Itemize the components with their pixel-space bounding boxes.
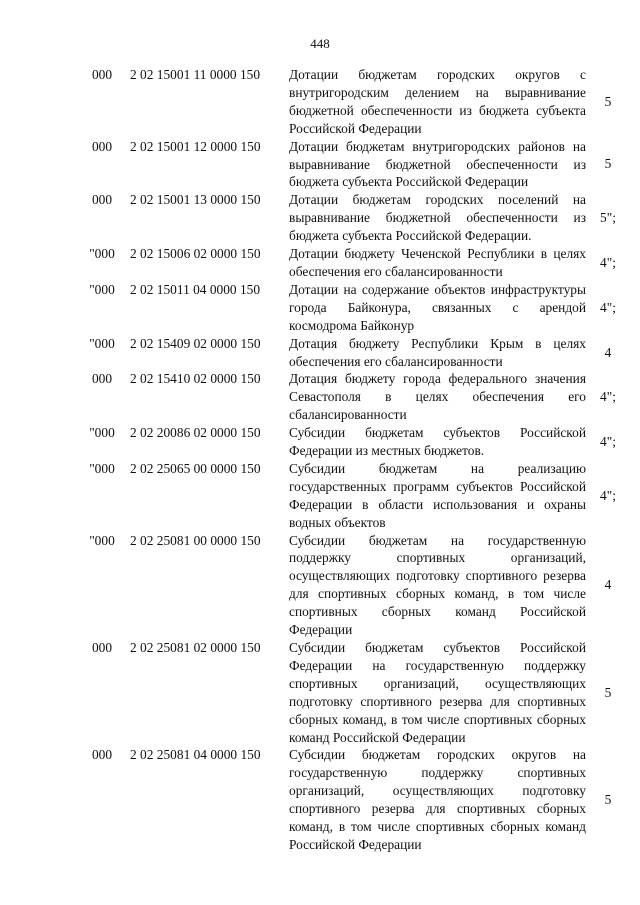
norm-value: 4"; bbox=[600, 299, 616, 315]
income-description: Дотации на содержание объектов инфраструктуры города Байконура, связанных с арендой космодрома Байконур bbox=[289, 281, 586, 333]
norm-value: 4 bbox=[604, 344, 612, 360]
table-row bbox=[0, 532, 640, 639]
income-description: Субсидии бюджетам субъектов Российской Федерации на государственную поддержку спортивных организаций, осуществляющих подготовку спортивного резерва для спортивных сборных команд, в том числе спортивных сборных команд Российской Федерации bbox=[289, 640, 586, 745]
table-row bbox=[0, 639, 640, 746]
norm-value: 5"; bbox=[600, 210, 616, 226]
budget-classification-code: 2 02 25081 02 0000 150 bbox=[130, 640, 261, 655]
income-description: Субсидии бюджетам субъектов Российской Федерации из местных бюджетов. bbox=[289, 425, 586, 459]
budget-classification-code: 2 02 25065 00 0000 150 bbox=[130, 460, 261, 476]
admin-code: 000 bbox=[91, 138, 113, 154]
budget-classification-code: 2 02 15001 13 0000 150 bbox=[130, 192, 261, 208]
budget-classification-code: 2 02 15011 04 0000 150 bbox=[130, 281, 261, 297]
admin-code: "000 bbox=[89, 335, 115, 351]
table-row bbox=[0, 281, 640, 335]
table-row bbox=[0, 245, 640, 281]
income-description: Дотация бюджету Республики Крым в целях обеспечения его сбалансированности bbox=[289, 335, 586, 369]
admin-code: "000 bbox=[89, 281, 115, 297]
budget-classification-code: 2 02 15001 11 0000 150 bbox=[130, 67, 261, 82]
table-row bbox=[0, 424, 640, 460]
norm-value: 4"; bbox=[600, 254, 616, 270]
admin-code: 000 bbox=[91, 192, 113, 208]
admin-code: "000 bbox=[89, 460, 115, 476]
norm-value: 5 bbox=[604, 792, 612, 808]
table-row bbox=[0, 746, 640, 853]
norm-value: 4 bbox=[604, 577, 612, 593]
norm-value: 5 bbox=[604, 684, 612, 700]
income-description: Субсидии бюджетам на реализацию государственных программ субъектов Российской Федерации в области использования и охраны водных объектов bbox=[289, 460, 586, 530]
norm-value: 4"; bbox=[600, 434, 616, 450]
income-description: Дотации бюджетам внутригородских районов на выравнивание бюджетной обеспеченности из бюджета субъекта Российской Федерации bbox=[289, 138, 586, 190]
budget-classification-code: 2 02 15006 02 0000 150 bbox=[130, 246, 261, 262]
budget-classification-code: 2 02 25081 00 0000 150 bbox=[130, 532, 261, 548]
admin-code: "000 bbox=[89, 425, 115, 441]
norm-value: 5 bbox=[604, 93, 612, 109]
budget-code-table bbox=[0, 66, 640, 854]
income-description: Субсидии бюджетам на государственную поддержку спортивных организаций, осуществляющих подготовку спортивного резерва для спортивных сборных команд, в том числе спортивных сборных команд Российской Федерации bbox=[289, 532, 586, 638]
table-row bbox=[0, 335, 640, 371]
admin-code: 000 bbox=[91, 371, 113, 387]
norm-value: 4"; bbox=[600, 487, 616, 503]
norm-value: 5 bbox=[604, 156, 612, 172]
admin-code: 000 bbox=[91, 640, 113, 655]
norm-value: 4"; bbox=[600, 389, 616, 405]
budget-classification-code: 2 02 15409 02 0000 150 bbox=[130, 335, 261, 351]
income-description: Дотации бюджетам городских округов с внутригородским делением на выравнивание бюджетной обеспеченности из бюджета субъекта Российской Федерации bbox=[289, 67, 586, 136]
budget-classification-code: 2 02 15001 12 0000 150 bbox=[130, 138, 261, 154]
budget-classification-code: 2 02 20086 02 0000 150 bbox=[130, 425, 261, 441]
income-description: Дотации бюджету Чеченской Республики в целях обеспечения его сбалансированности bbox=[289, 246, 586, 279]
budget-classification-code: 2 02 15410 02 0000 150 bbox=[130, 371, 261, 387]
budget-classification-code: 2 02 25081 04 0000 150 bbox=[130, 747, 261, 763]
income-description: Дотации бюджетам городских поселений на выравнивание бюджетной обеспеченности из бюджета субъекта Российской Федерации. bbox=[289, 192, 586, 244]
admin-code: "000 bbox=[89, 532, 115, 548]
table-row bbox=[0, 191, 640, 245]
table-row bbox=[0, 66, 640, 138]
table-row bbox=[0, 370, 640, 424]
admin-code: 000 bbox=[91, 747, 113, 763]
income-description: Дотация бюджету города федерального значения Севастополя в целях обеспечения его сбалансированности bbox=[289, 371, 586, 423]
table-row bbox=[0, 138, 640, 192]
admin-code: 000 bbox=[91, 67, 113, 82]
table-row bbox=[0, 460, 640, 532]
page-number: 448 bbox=[310, 36, 330, 51]
income-description: Субсидии бюджетам городских округов на государственную поддержку спортивных организаций, осуществляющих подготовку спортивного резерва для спортивных сборных команд, в том числе спортивных сборных команд Российской Федерации bbox=[289, 747, 586, 852]
admin-code: "000 bbox=[89, 246, 115, 262]
